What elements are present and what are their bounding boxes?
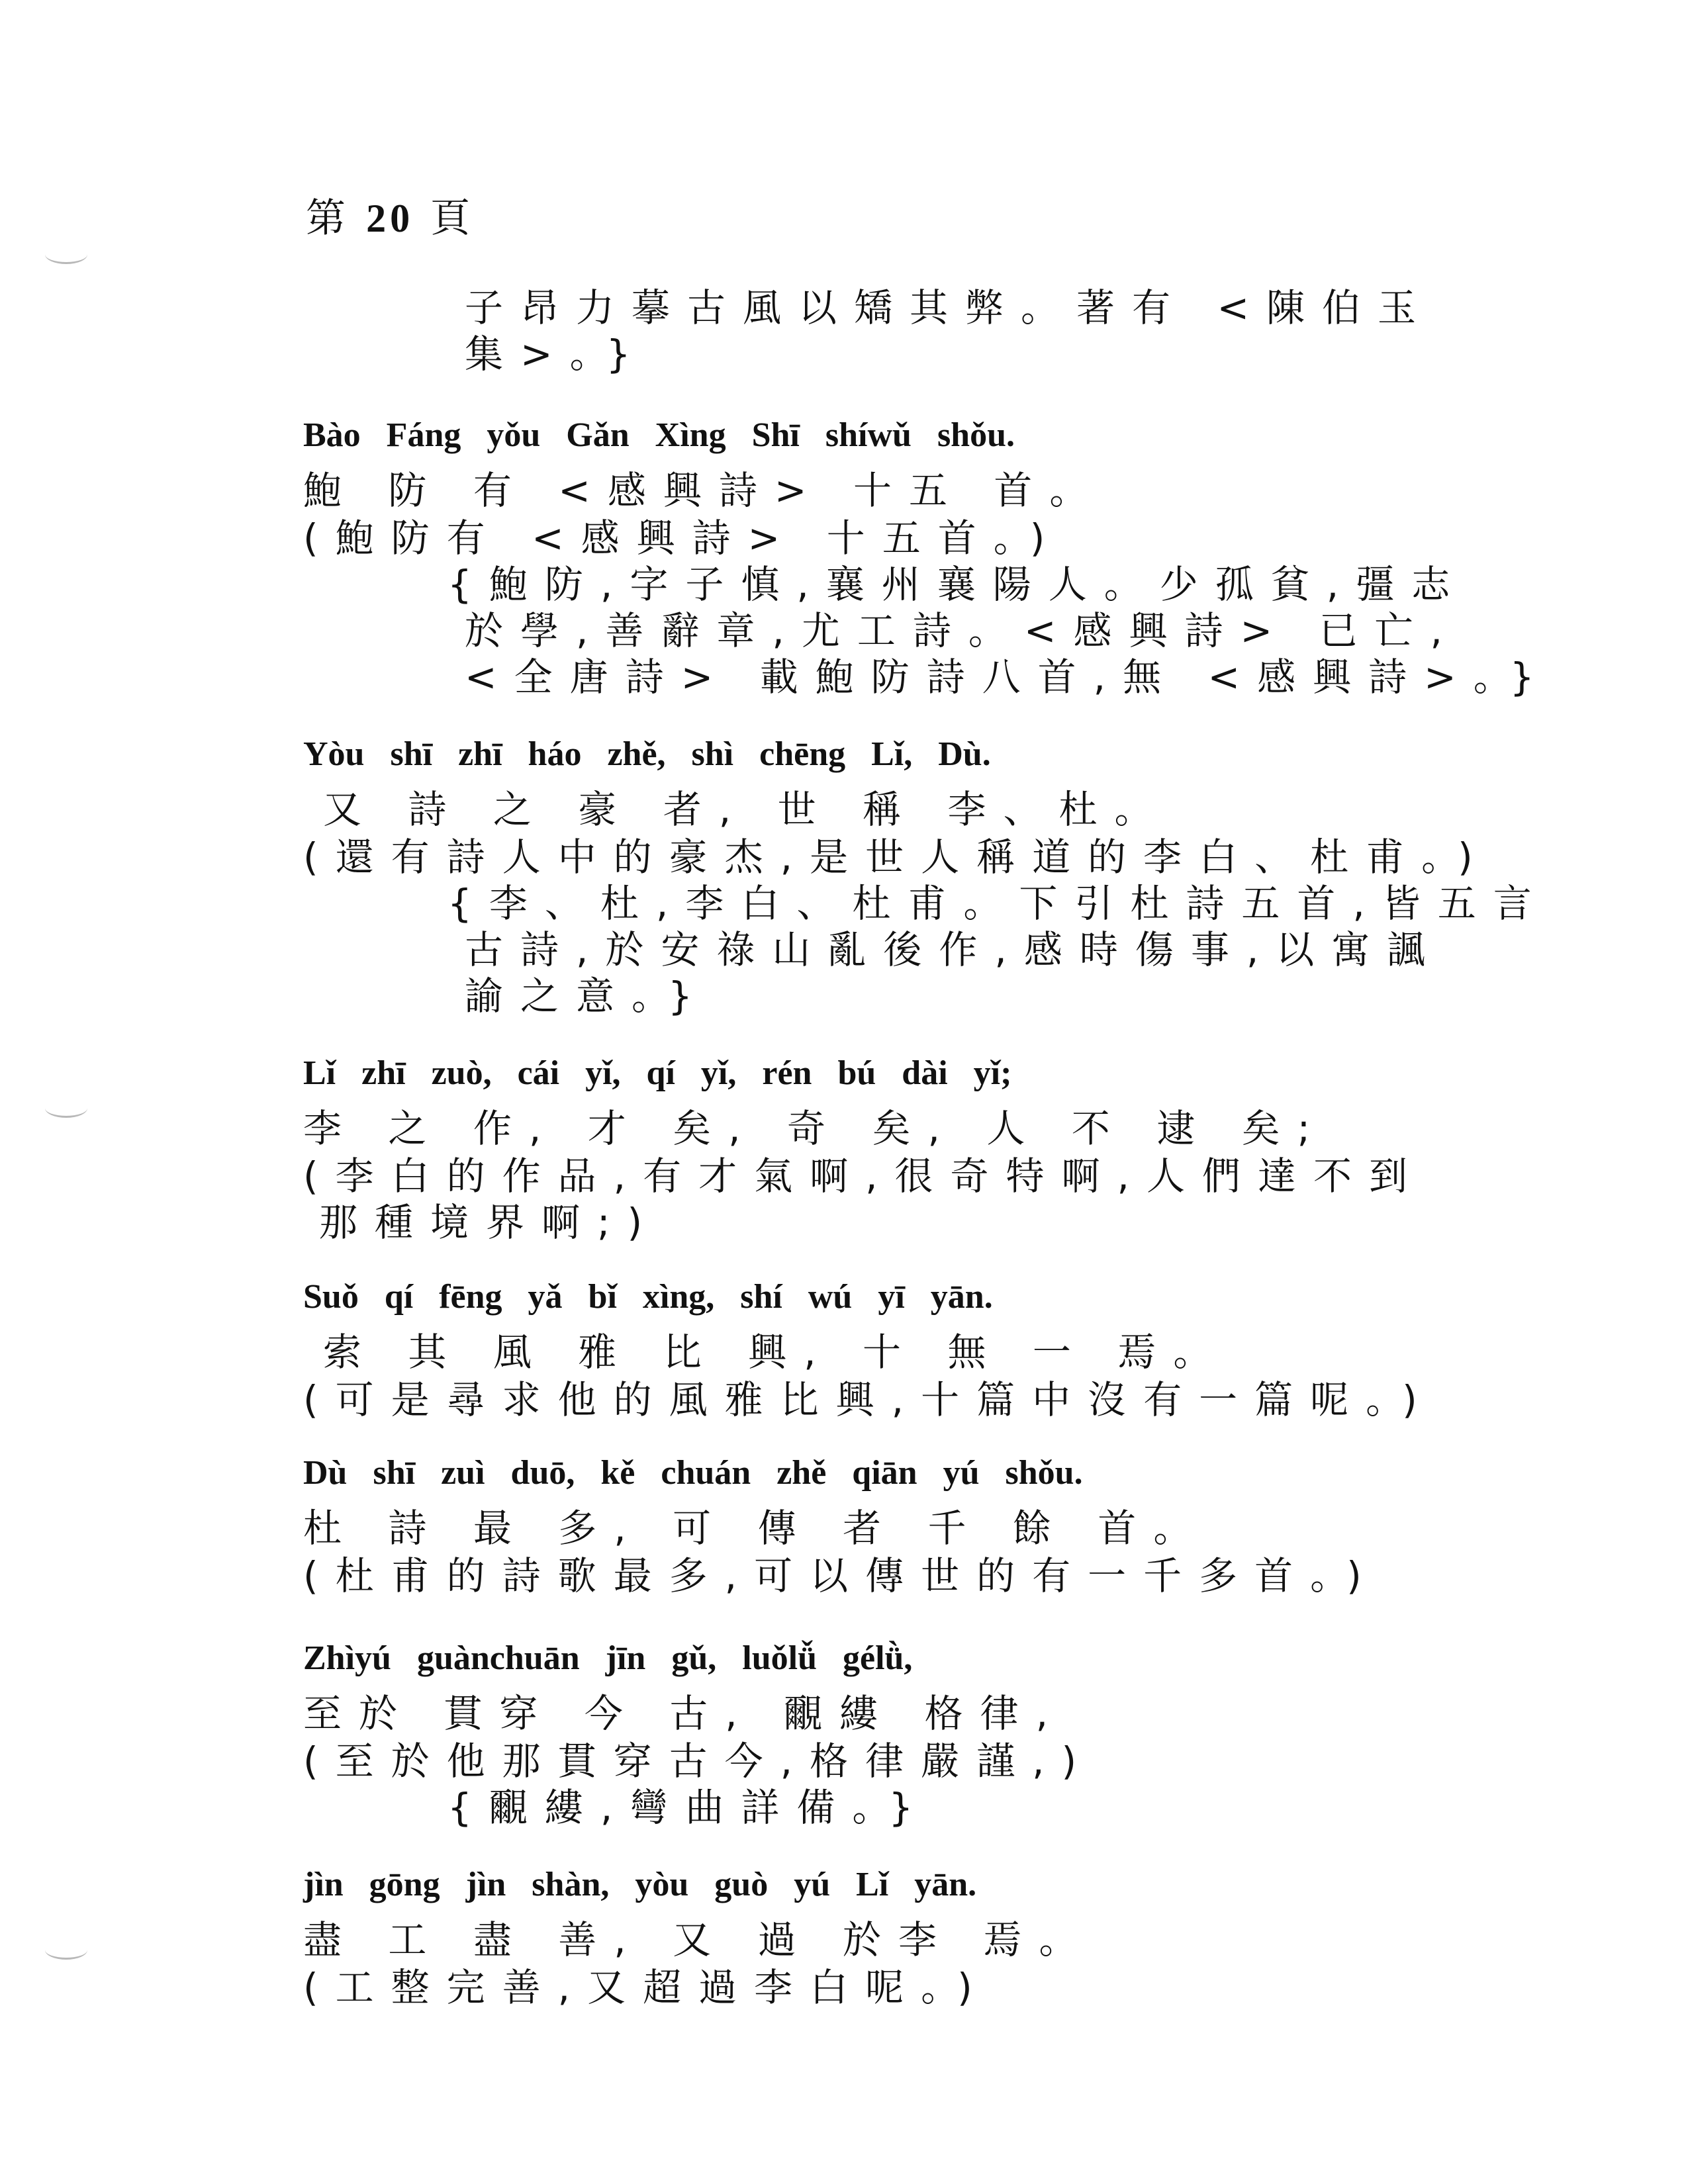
page-header-suffix: 頁 — [414, 195, 475, 242]
scan-mark — [45, 1099, 87, 1118]
note-line: {覼縷,彎曲詳備。} — [447, 1785, 931, 1830]
hanzi-line: 至於 貫穿 今 古, 覼縷 格律, — [303, 1691, 1066, 1736]
pinyin-line: Yòu shī zhī háo zhě, shì chēng Lǐ, Dù. — [303, 735, 991, 773]
pinyin-line: Bào Fáng yǒu Gǎn Xìng Shī shíwǔ shǒu. — [303, 416, 1015, 454]
gloss-line: (至於他那貫穿古今,格律嚴謹,) — [303, 1739, 1094, 1784]
scan-mark — [45, 245, 87, 264]
hanzi-line: 又 詩 之 豪 者, 世 稱 李、杜。 — [323, 787, 1170, 832]
pinyin-line: Suǒ qí fēng yǎ bǐ xìng, shí wú yī yān. — [303, 1278, 993, 1316]
note-line: 於學,善辭章,尤工詩。<感興詩> 已亡, — [465, 608, 1460, 653]
pinyin-line: Dù shī zuì duō, kě chuán zhě qiān yú shǒu. — [303, 1454, 1083, 1492]
gloss-line: (杜甫的詩歌最多,可以傳世的有一千多首。) — [303, 1553, 1379, 1598]
hanzi-line: 索 其 風 雅 比 興, 十 無 一 焉。 — [323, 1330, 1229, 1375]
note-line: 集>。} — [465, 332, 648, 377]
pinyin-line: jìn gōng jìn shàn, yòu guò yú Lǐ yān. — [303, 1866, 977, 1903]
note-line: {李、杜,李白、杜甫。下引杜詩五首,皆五言 — [447, 881, 1549, 926]
gloss-line: (還有詩人中的豪杰,是世人稱道的李白、杜甫。) — [303, 835, 1490, 880]
hanzi-line: 杜 詩 最 多, 可 傳 者 千 餘 首。 — [303, 1506, 1209, 1551]
page-number: 20 — [366, 197, 414, 240]
note-line: <全唐詩> 載鮑防詩八首,無 <感興詩>。} — [465, 655, 1552, 700]
note-line: 古詩,於安祿山亂後作,感時傷事,以寓諷 — [465, 927, 1443, 972]
gloss-line: (李白的作品,有才氣啊,很奇特啊,人們達不到 — [303, 1154, 1425, 1199]
note-line: 子昂力摹古風以矯其弊。著有 <陳伯玉 — [465, 285, 1434, 330]
gloss-line: (鮑防有 <感興詩> 十五首。) — [303, 516, 1062, 561]
hanzi-line: 鮑 防 有 <感興詩> 十五 首。 — [303, 468, 1105, 513]
page-header — [306, 187, 474, 244]
hanzi-line: 盡 工 盡 善, 又 過 於李 焉。 — [303, 1917, 1095, 1962]
gloss-line: (可是尋求他的風雅比興,十篇中沒有一篇呢。) — [303, 1377, 1434, 1422]
hanzi-line: 李 之 作, 才 矣, 奇 矣, 人 不 逮 矣; — [303, 1106, 1328, 1151]
pinyin-line: Lǐ zhī zuò, cái yǐ, qí yǐ, rén bú dài yǐ; — [303, 1054, 1012, 1092]
note-line: 諭之意。} — [465, 974, 710, 1019]
gloss-line: 那種境界啊;) — [319, 1200, 660, 1245]
scan-mark — [45, 1940, 87, 1960]
page-header-label: 第 — [306, 195, 367, 242]
note-line: {鮑防,字子慎,襄州襄陽人。少孤貧,彊志 — [447, 562, 1468, 607]
pinyin-line: Zhìyú guànchuān jīn gǔ, luǒlǚ gélǜ, — [303, 1639, 913, 1677]
gloss-line: (工整完善,又超過李白呢。) — [303, 1965, 990, 2010]
